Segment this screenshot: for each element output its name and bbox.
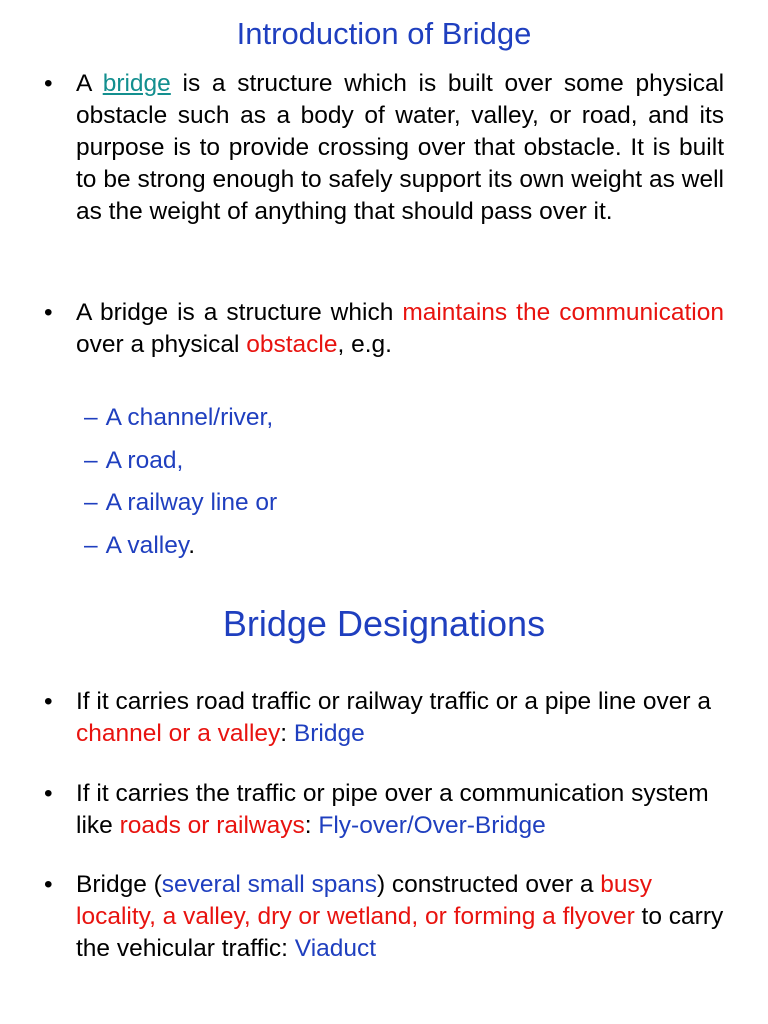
text-fragment: A bbox=[76, 70, 91, 97]
sub-item-text: A valley bbox=[105, 532, 189, 559]
text-fragment: Bridge ( bbox=[76, 871, 162, 898]
highlight-roads-railways: roads or railways bbox=[119, 812, 305, 839]
dash-marker: – bbox=[84, 532, 98, 559]
bullet-text bbox=[76, 686, 724, 750]
highlight-busy-locality: busy locality, a valley, dry or wetland, or forming a flyover bbox=[76, 871, 653, 930]
bullet-text bbox=[76, 297, 724, 361]
text-fragment: : bbox=[280, 720, 288, 747]
sub-item bbox=[84, 487, 277, 519]
text-fragment: . bbox=[188, 532, 196, 559]
dash-marker: – bbox=[84, 447, 98, 474]
text-fragment: If it carries the traffic or pipe over a communication system like bbox=[76, 780, 709, 839]
sub-item bbox=[84, 530, 195, 562]
bullet-text bbox=[76, 68, 724, 228]
sub-item-text: A channel/river, bbox=[105, 404, 274, 431]
bullet-dot: • bbox=[44, 688, 53, 715]
text-fragment: A bridge is a structure which bbox=[76, 299, 394, 326]
text-fragment: ) constructed over a bbox=[376, 871, 594, 898]
bullet-flyover bbox=[44, 778, 724, 842]
term-viaduct: Viaduct bbox=[294, 935, 377, 962]
bullet-communication bbox=[44, 297, 724, 361]
dash-marker: – bbox=[84, 404, 98, 431]
dash-marker: – bbox=[84, 489, 98, 516]
sub-item bbox=[84, 445, 183, 477]
highlight-obstacle: obstacle bbox=[246, 331, 338, 358]
text-fragment: If it carries road traffic or railway traffic or a pipe line over a bbox=[76, 688, 711, 715]
term-bridge: Bridge bbox=[293, 720, 365, 747]
bullet-viaduct bbox=[44, 869, 724, 965]
sub-item-text: A road, bbox=[105, 447, 184, 474]
highlight-channel-valley: channel or a valley bbox=[76, 720, 281, 747]
bullet-bridge bbox=[44, 686, 724, 750]
bullet-text bbox=[76, 778, 724, 842]
section-title-designations: Bridge Designations bbox=[222, 603, 546, 644]
text-fragment: is a structure which is built over some physical obstacle such as a body of water, valley, or road, and its purpose is to provide crossing over that obstacle. It is built to be strong enough to safely support its own weight as well as the weight of anything that should pass over it. bbox=[76, 70, 725, 225]
section-title-introduction: Introduction of Bridge bbox=[236, 16, 532, 51]
bullet-dot: • bbox=[44, 70, 53, 97]
text-fragment: over a physical bbox=[76, 331, 240, 358]
highlight-small-spans: several small spans bbox=[161, 871, 377, 898]
sub-item-text: A railway line or bbox=[105, 489, 278, 516]
bullet-dot: • bbox=[44, 299, 53, 326]
text-fragment: to carry the vehicular traffic: bbox=[76, 903, 724, 962]
bullet-dot: • bbox=[44, 780, 53, 807]
text-fragment: : bbox=[304, 812, 312, 839]
bullet-dot: • bbox=[44, 871, 53, 898]
sub-item bbox=[84, 402, 273, 434]
text-fragment: , e.g. bbox=[337, 331, 392, 358]
highlight-maintains-communication: maintains the communication bbox=[402, 299, 724, 326]
bullet-text bbox=[76, 869, 724, 965]
bridge-link[interactable]: bridge bbox=[102, 70, 171, 97]
term-flyover: Fly-over/Over-Bridge bbox=[318, 812, 546, 839]
bullet-definition bbox=[44, 68, 724, 228]
